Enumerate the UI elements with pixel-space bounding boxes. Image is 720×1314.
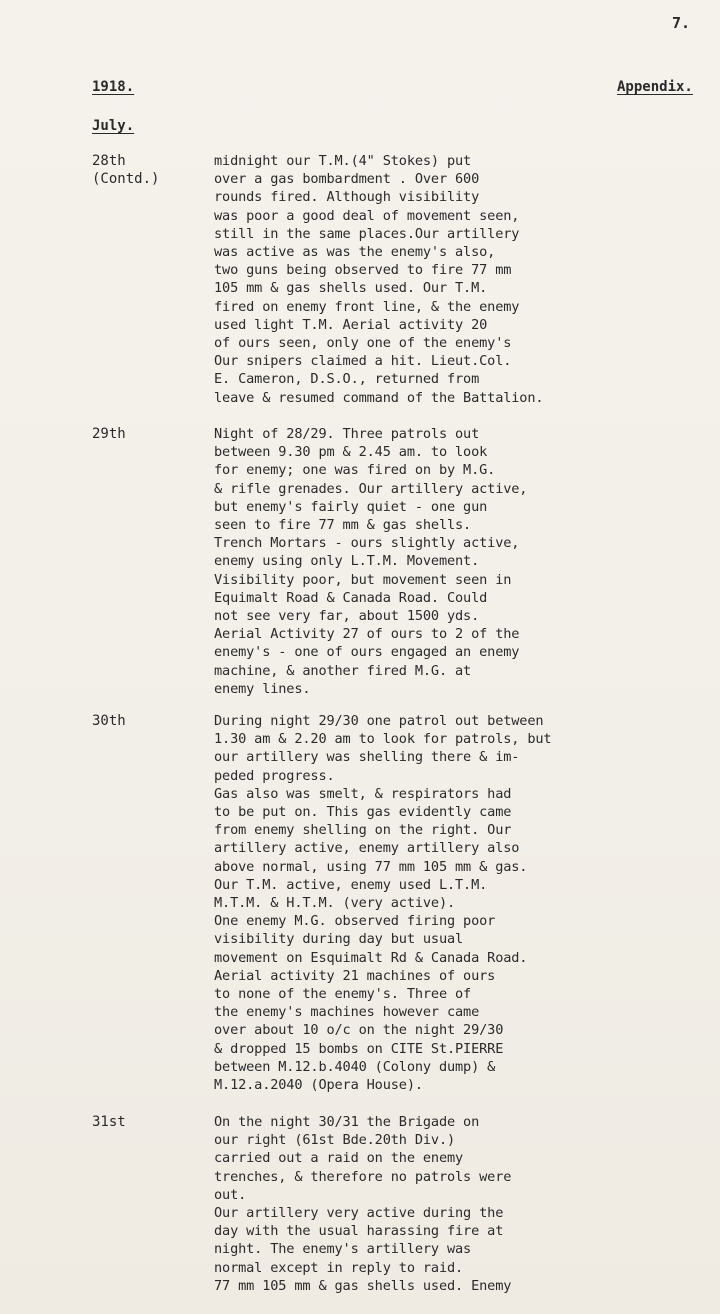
entry-line: 1.30 am & 2.20 am to look for patrols, but: [214, 731, 552, 748]
entry-line: night. The enemy's artillery was: [214, 1241, 472, 1258]
entry-line: machine, & another fired M.G. at: [214, 662, 472, 679]
entry-line: not see very far, about 1500 yds.: [214, 608, 480, 625]
year-heading: 1918.: [92, 79, 135, 95]
entry-body: [214, 152, 714, 407]
entry-line: enemy's - one of ours engaged an enemy: [214, 644, 520, 661]
entry-line: our right (61st Bde.20th Div.): [214, 1132, 456, 1149]
entry-line: over about 10 o/c on the night 29/30: [214, 1022, 504, 1039]
entry-line: On the night 30/31 the Brigade on: [214, 1114, 480, 1130]
entry-line: Gas also was smelt, & respirators had: [214, 785, 512, 802]
entry-line: Aerial Activity 27 of ours to 2 of the: [214, 626, 520, 643]
entry-line: from enemy shelling on the right. Our: [214, 822, 512, 839]
entry-line: midnight our T.M.(4" Stokes) put: [214, 153, 472, 169]
entry-line: movement on Esquimalt Rd & Canada Road.: [214, 949, 528, 966]
entry-line: carried out a raid on the enemy: [214, 1150, 464, 1167]
entry-body: [214, 425, 714, 698]
entry-line: between 9.30 pm & 2.45 am. to look: [214, 444, 488, 461]
entry-line: 77 mm 105 mm & gas shells used. Enemy: [214, 1277, 512, 1294]
entry-line: to none of the enemy's. Three of: [214, 986, 472, 1003]
entry-line: trenches, & therefore no patrols were: [214, 1168, 512, 1185]
entry-line: our artillery was shelling there & im-: [214, 749, 520, 766]
month-heading: July.: [92, 118, 135, 134]
entry-line: visibility during day but usual: [214, 931, 464, 948]
entry-line: was poor a good deal of movement seen,: [214, 207, 520, 224]
entry-line: artillery active, enemy artillery also: [214, 840, 520, 857]
entry-line: Our artillery very active during the: [214, 1205, 504, 1222]
entry-line: peded progress.: [214, 767, 335, 784]
entry-line: for enemy; one was fired on by M.G.: [214, 462, 496, 479]
entry-line: M.12.a.2040 (Opera House).: [214, 1077, 423, 1094]
entry-line: Visibility poor, but movement seen in: [214, 571, 512, 588]
entry-line: over a gas bombardment . Over 600: [214, 171, 480, 188]
entry-line: enemy using only L.T.M. Movement.: [214, 553, 480, 570]
page-number: 7.: [672, 14, 691, 32]
entry-line: of ours seen, only one of the enemy's: [214, 335, 512, 352]
entry-line: & rifle grenades. Our artillery active,: [214, 480, 528, 497]
entry-line: above normal, using 77 mm 105 mm & gas.: [214, 858, 528, 875]
entry-line: E. Cameron, D.S.O., returned from: [214, 371, 480, 388]
entry-line: Night of 28/29. Three patrols out: [214, 426, 480, 442]
entry-date: 30th: [92, 713, 126, 729]
entry-line: Our T.M. active, enemy used L.T.M.: [214, 876, 488, 893]
entry-line: seen to fire 77 mm & gas shells.: [214, 517, 472, 534]
entry-line: fired on enemy front line, & the enemy: [214, 298, 520, 315]
entry-line: to be put on. This gas evidently came: [214, 804, 512, 821]
entry-date: 31st: [92, 1114, 126, 1130]
entry-line: Aerial activity 21 machines of ours: [214, 967, 496, 984]
entry-line: day with the usual harassing fire at: [214, 1223, 504, 1240]
entry-line: normal except in reply to raid.: [214, 1259, 464, 1276]
appendix-heading: Appendix.: [617, 79, 693, 95]
entry-body: [214, 1113, 714, 1295]
entry-line: leave & resumed command of the Battalion.: [214, 389, 544, 406]
entry-line: Trench Mortars - ours slightly active,: [214, 535, 520, 552]
entry-date: 28th (Contd.): [92, 153, 160, 188]
entry-body: [214, 712, 714, 1094]
entry-date: 29th: [92, 426, 126, 442]
entry-line: the enemy's machines however came: [214, 1004, 480, 1021]
entry-line: 105 mm & gas shells used. Our T.M.: [214, 280, 488, 297]
entry-line: two guns being observed to fire 77 mm: [214, 262, 512, 279]
entry-line: & dropped 15 bombs on CITE St.PIERRE: [214, 1040, 504, 1057]
entry-line: but enemy's fairly quiet - one gun: [214, 498, 488, 515]
entry-line: still in the same places.Our artillery: [214, 225, 520, 242]
entry-line: Our snipers claimed a hit. Lieut.Col.: [214, 353, 512, 370]
entry-line: Equimalt Road & Canada Road. Could: [214, 589, 488, 606]
entry-line: out.: [214, 1186, 247, 1203]
entry-line: enemy lines.: [214, 680, 311, 697]
entry-line: M.T.M. & H.T.M. (very active).: [214, 895, 456, 912]
entry-line: between M.12.b.4040 (Colony dump) &: [214, 1058, 496, 1075]
entry-line: rounds fired. Although visibility: [214, 189, 480, 206]
entry-line: One enemy M.G. observed firing poor: [214, 913, 496, 930]
entry-line: During night 29/30 one patrol out between: [214, 713, 544, 729]
entry-line: used light T.M. Aerial activity 20: [214, 316, 488, 333]
entry-line: was active as was the enemy's also,: [214, 244, 496, 261]
